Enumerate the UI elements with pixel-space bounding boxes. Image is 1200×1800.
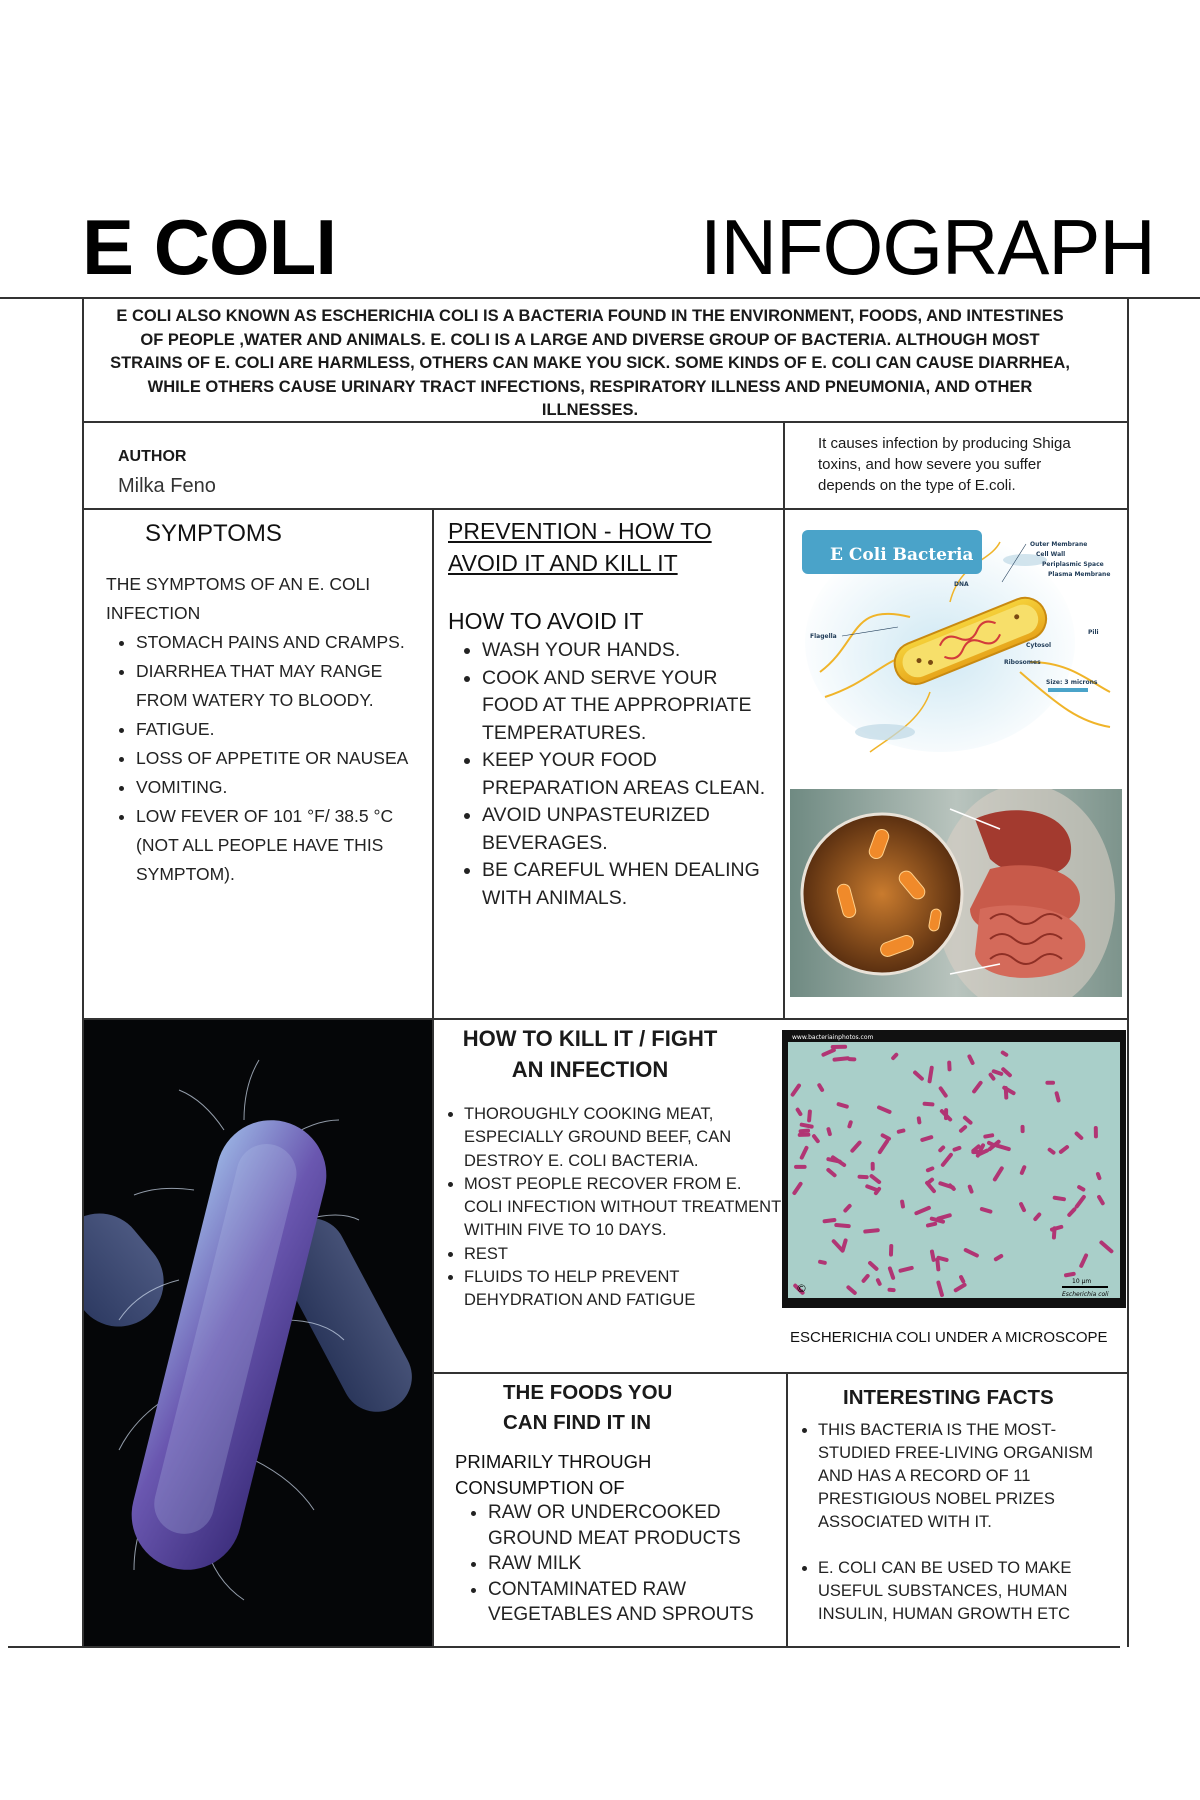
avoid-list xyxy=(452,637,772,912)
stained-bacterium xyxy=(889,1244,893,1257)
list-item: • WASH YOUR HANDS. xyxy=(482,637,772,665)
microscope-image xyxy=(782,1030,1126,1308)
bacterium-3d-image xyxy=(84,1020,432,1646)
microscope-caption: ESCHERICHIA COLI UNDER A MICROSCOPE xyxy=(790,1329,1108,1346)
intro-paragraph: E COLI ALSO KNOWN AS ESCHERICHIA COLI IS A BACTERIA FOUND IN THE ENVIRONMENT, FOODS, AND INTESTINES OF PEOPLE ,WATER AND ANIMALS. E. COLI IS A LARGE AND DIVERSE GROUP OF BACTERIA. ALTHOUGH MOST STRAINS OF E. COLI ARE HARMLESS, OTHERS CAN MAKE YOU SICK. SOME KINDS OF E. COLI CAN CAUSE DIARRHEA, WHILE OTHERS CAUSE URINARY TRACT INFECTIONS, RESPIRATORY ILLNESS AND PNEUMONIA, AND OTHER ILLNESSES. xyxy=(110,307,1070,419)
list-item: • THIS BACTERIA IS THE MOST-STUDIED FREE-LIVING ORGANISM AND HAS A RECORD OF 11 PRESTIGIOUS NOBEL PRIZES ASSOCIATED WITH IT. xyxy=(818,1419,1118,1534)
stained-bacterium xyxy=(947,1060,952,1071)
stained-bacterium xyxy=(1021,1125,1025,1133)
scale-label: 10 µm xyxy=(1072,1278,1092,1285)
grid-line xyxy=(82,508,1128,510)
list-item: • COOK AND SERVE YOUR FOOD AT THE APPROPRIATE TEMPERATURES. xyxy=(482,665,772,748)
bacteria-diagram-image xyxy=(790,522,1120,757)
list-item: • FLUIDS TO HELP PREVENT DEHYDRATION AND FATIGUE xyxy=(464,1266,784,1313)
symptoms-heading: SYMPTOMS xyxy=(145,520,282,547)
diagram-label: Cytosol xyxy=(1026,642,1052,649)
kill-heading: HOW TO KILL IT / FIGHT AN INFECTION xyxy=(462,1026,718,1082)
list-item: • RAW OR UNDERCOOKED GROUND MEAT PRODUCTS xyxy=(488,1500,798,1551)
facts-heading: INTERESTING FACTS xyxy=(843,1386,1054,1409)
list-item: • REST xyxy=(464,1243,784,1266)
list-item: • BE CAREFUL WHEN DEALING WITH ANIMALS. xyxy=(482,857,772,912)
prevention-heading: PREVENTION - HOW TO AVOID IT AND KILL IT xyxy=(448,518,712,576)
stained-bacterium xyxy=(798,1133,811,1137)
header-rule xyxy=(0,297,1200,299)
list-item: • LOSS OF APPETITE OR NAUSEA xyxy=(136,744,436,773)
diagram-label: Cell Wall xyxy=(1036,551,1066,558)
foods-intro: PRIMARILY THROUGH CONSUMPTION OF xyxy=(455,1451,652,1498)
copyright-mark: © xyxy=(796,1282,807,1295)
author-label: AUTHOR xyxy=(118,448,187,465)
diagram-label: DNA xyxy=(954,581,969,588)
list-item: • VOMITING. xyxy=(136,773,436,802)
grid-line xyxy=(432,1372,1128,1374)
kill-list xyxy=(440,1103,784,1313)
footer-rule xyxy=(8,1646,1120,1648)
stained-bacterium xyxy=(857,1175,868,1180)
stained-bacterium xyxy=(794,1165,807,1169)
diagram-label: Size: 3 microns xyxy=(1046,679,1098,686)
digestive-system-image xyxy=(790,789,1122,997)
facts-list xyxy=(790,1419,1118,1626)
stained-bacterium xyxy=(1094,1126,1098,1138)
list-item: • DIARRHEA THAT MAY RANGE FROM WATERY TO BLOODY. xyxy=(136,657,436,715)
list-item: • KEEP YOUR FOOD PREPARATION AREAS CLEAN. xyxy=(482,747,772,802)
diagram-label: Periplasmic Space xyxy=(1042,561,1104,568)
list-item: • FATIGUE. xyxy=(136,715,436,744)
page-title: E COLI xyxy=(82,203,337,291)
cause-note: It causes infection by producing Shiga toxins, and how severe you suffer depends on the type of E.coli. xyxy=(818,435,1071,494)
avoid-heading: HOW TO AVOID IT xyxy=(448,608,644,634)
microscope-site: www.bacteriainphotos.com xyxy=(792,1034,874,1041)
list-item: • RAW MILK xyxy=(488,1551,798,1577)
diagram-banner: E Coli Bacteria xyxy=(830,545,974,565)
list-item: • E. COLI CAN BE USED TO MAKE USEFUL SUBSTANCES, HUMAN INSULIN, HUMAN GROWTH ETC xyxy=(818,1557,1118,1626)
stained-bacterium xyxy=(871,1162,875,1171)
stained-bacterium xyxy=(847,1057,856,1061)
page-subtitle: INFOGRAPH xyxy=(700,203,1155,291)
foods-list xyxy=(458,1500,798,1628)
diagram-label: Pili xyxy=(1088,629,1099,636)
list-item: • THOROUGHLY COOKING MEAT, ESPECIALLY GROUND BEEF, CAN DESTROY E. COLI BACTERIA. xyxy=(464,1103,784,1173)
specimen-label: Escherichia coli xyxy=(1062,1291,1109,1298)
foods-heading: THE FOODS YOU CAN FIND IT IN xyxy=(503,1381,673,1434)
diagram-label: Plasma Membrane xyxy=(1048,571,1111,578)
symptoms-list xyxy=(106,628,436,889)
stained-bacterium xyxy=(887,1288,895,1293)
list-item: • STOMACH PAINS AND CRAMPS. xyxy=(136,628,436,657)
diagram-label: Outer Membrane xyxy=(1030,541,1088,548)
grid-line xyxy=(1127,297,1129,1647)
stained-bacterium xyxy=(1045,1081,1055,1085)
diagram-label: Ribosomes xyxy=(1004,659,1041,666)
list-item: • MOST PEOPLE RECOVER FROM E. COLI INFECTION WITHOUT TREATMENT WITHIN FIVE TO 10 DAYS. xyxy=(464,1173,784,1243)
list-item: • AVOID UNPASTEURIZED BEVERAGES. xyxy=(482,802,772,857)
author-name: Milka Feno xyxy=(118,475,216,497)
diagram-label: Flagella xyxy=(810,633,837,640)
list-item: • LOW FEVER OF 101 °F/ 38.5 °C (NOT ALL PEOPLE HAVE THIS SYMPTOM). xyxy=(136,802,436,889)
symptoms-intro: THE SYMPTOMS OF AN E. COLI INFECTION xyxy=(106,574,371,623)
list-item: • CONTAMINATED RAW VEGETABLES AND SPROUTS xyxy=(488,1577,798,1628)
grid-line xyxy=(783,421,785,1018)
